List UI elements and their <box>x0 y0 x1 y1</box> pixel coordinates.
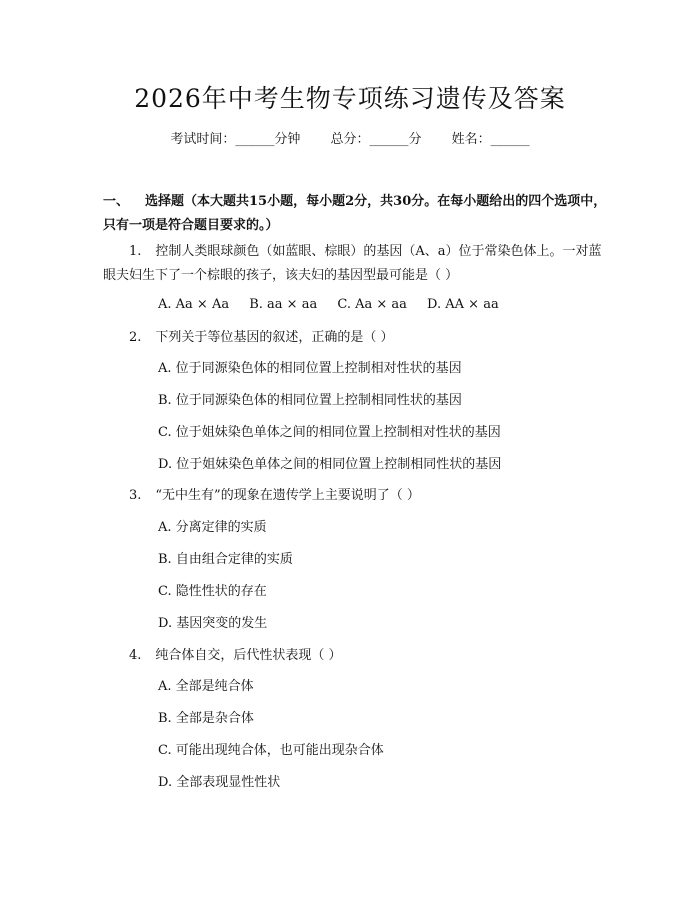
question-number: 3. <box>129 488 142 503</box>
option-a: A. 位于同源染色体的相同位置上控制相对性状的基因 <box>158 361 462 376</box>
option-d: D. 全部表现显性性状 <box>158 775 281 790</box>
option-b: B. 位于同源染色体的相同位置上控制相同性状的基因 <box>158 393 462 408</box>
exam-time: 考试时间：______分钟 <box>170 132 301 147</box>
option-c: C. 位于姐妹染色单体之间的相同位置上控制相对性状的基因 <box>158 425 501 440</box>
question-text: 纯合体自交，后代性状表现（ ） <box>155 648 342 663</box>
question-number: 4. <box>129 648 142 663</box>
page-title: 2026年中考生物专项练习遗传及答案 <box>134 84 566 113</box>
question-3 <box>103 484 603 508</box>
exam-name: 姓名：______ <box>451 132 530 147</box>
question-text: 控制人类眼球颜色（如蓝眼、棕眼）的基因（A、a）位于常染色体上。一对蓝眼夫妇生下了一个棕眼的孩子，该夫妇的基因型最可能是（ ） <box>103 244 602 283</box>
exam-score: 总分：______分 <box>330 132 422 147</box>
question-2 <box>103 326 603 350</box>
option-c: C. 隐性性状的存在 <box>158 584 267 599</box>
question-1 <box>103 240 603 288</box>
option-d: D. AA × aa <box>427 297 499 312</box>
option-c: C. Aa × aa <box>337 297 407 312</box>
section-heading <box>103 190 608 238</box>
option-c: C. 可能出现纯合体，也可能出现杂合体 <box>158 743 384 758</box>
option-a: A. Aa × Aa <box>158 297 230 312</box>
section-text: 选择题（本大题共15小题，每小题2分，共30分。在每小题给出的四个选项中，只有一项是符合题目要求的。） <box>103 194 607 233</box>
question-4 <box>103 644 603 668</box>
question-number: 1. <box>129 244 142 259</box>
option-b: B. 全部是杂合体 <box>158 711 254 726</box>
option-d: D. 位于姐妹染色单体之间的相同位置上控制相同性状的基因 <box>158 457 502 472</box>
question-text: 下列关于等位基因的叙述，正确的是（ ） <box>155 330 394 345</box>
question-1-options <box>158 295 598 315</box>
option-a: A. 全部是纯合体 <box>158 679 254 694</box>
option-a: A. 分离定律的实质 <box>158 520 267 535</box>
section-number: 一、 <box>103 194 130 209</box>
question-number: 2. <box>129 330 142 345</box>
option-d: D. 基因突变的发生 <box>158 616 268 631</box>
option-b: B. 自由组合定律的实质 <box>158 552 293 567</box>
question-text: “无中生有”的现象在遗传学上主要说明了（ ） <box>155 488 420 503</box>
option-b: B. aa × aa <box>249 297 318 312</box>
exam-meta <box>0 130 700 150</box>
